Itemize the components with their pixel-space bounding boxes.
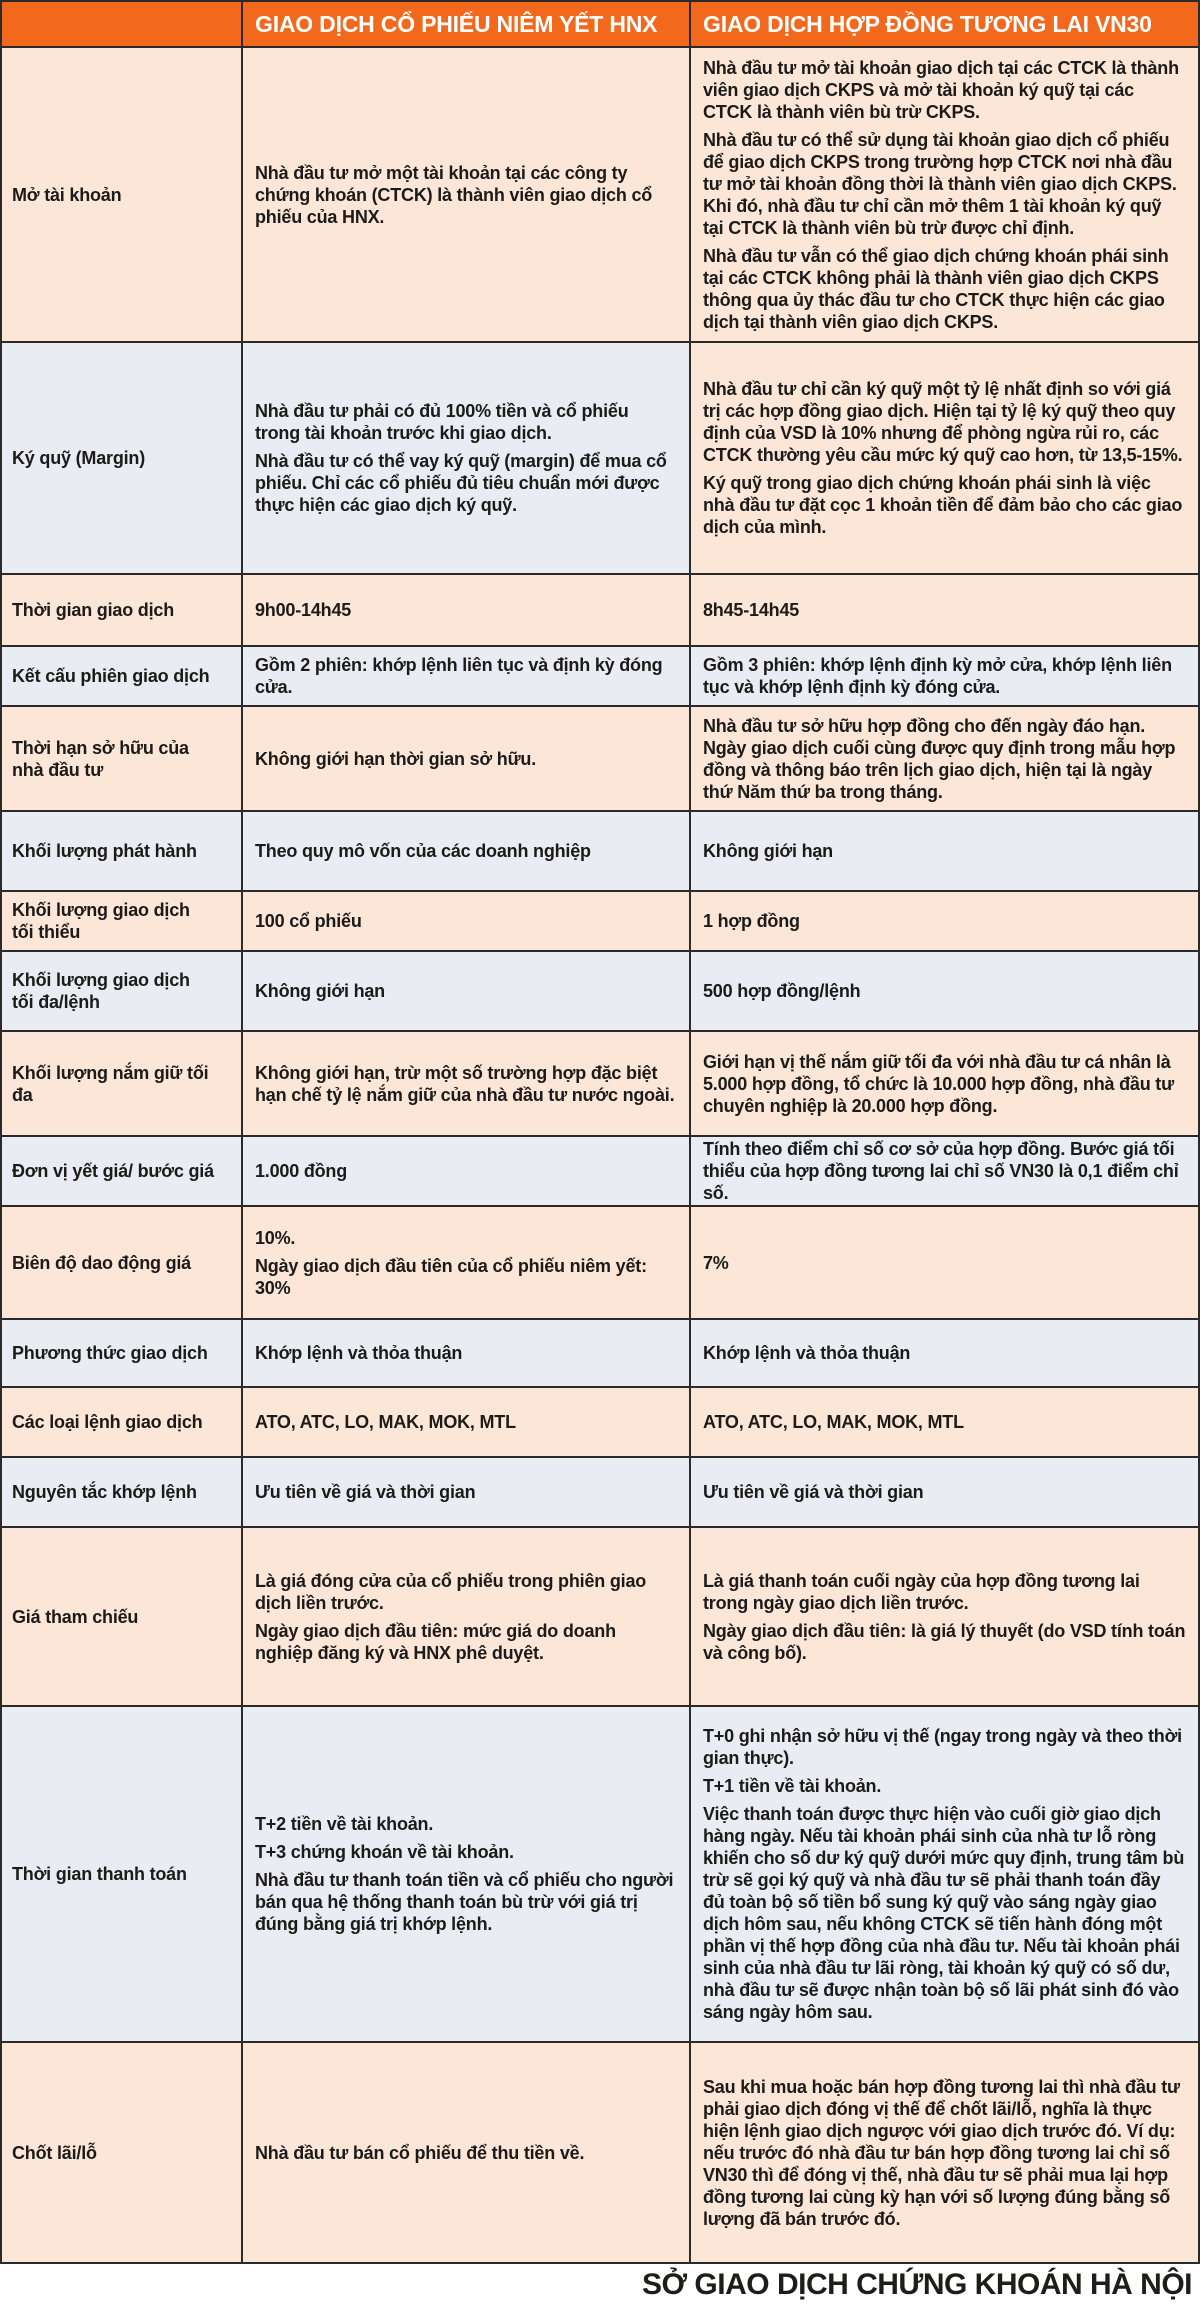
futures-cell [691,1207,1198,1320]
cell-paragraph: Nhà đầu tư chỉ cần ký quỹ một tỷ lệ nhất định so với giá trị các hợp đồng giao dịch. Hiện tại tỷ lệ ký quỹ theo quy định của VSD là 10% nhưng để phòng ngừa rủi ro, các CTCK thường yêu cầu mức ký quỹ cao hơn, từ 13,5-15%. [703,379,1183,465]
row-label-cell [2,343,243,575]
exchange-name-text: SỞ GIAO DỊCH CHỨNG KHOÁN HÀ NỘI [642,2268,1192,2301]
cell-paragraph: Nhà đầu tư phải có đủ 100% tiền và cổ phiếu trong tài khoản trước khi giao dịch. [255,401,629,443]
row-label-cell [2,1707,243,2043]
futures-cell [691,1458,1198,1528]
cell-paragraph: 1 hợp đồng [703,911,800,931]
futures-column-title: GIAO DỊCH HỢP ĐỒNG TƯƠNG LAI VN30 [703,10,1152,37]
row-label-cell [2,575,243,647]
stock-cell [243,48,691,343]
cell-paragraph: 9h00-14h45 [255,600,352,620]
cell-paragraph: 500 hợp đồng/lệnh [703,981,861,1001]
stock-cell [243,1137,691,1207]
cell-paragraph: Gồm 2 phiên: khớp lệnh liên tục và định kỳ đóng cửa. [255,655,663,697]
cell-paragraph: Ngày giao dịch đầu tiên: là giá lý thuyết (do VSD tính toán và công bố). [703,1620,1186,1663]
cell-paragraph: Khớp lệnh và thỏa thuận [703,1343,911,1363]
cell-paragraph: Ưu tiên về giá và thời gian [255,1482,476,1502]
cell-paragraph: Ký quỹ trong giao dịch chứng khoán phái sinh là việc nhà đầu tư đặt cọc 1 khoản tiền để đảm bảo cho các giao dịch của mình. [703,473,1183,537]
futures-cell [691,1320,1198,1388]
row-label-cell [2,707,243,812]
futures-cell [691,1137,1198,1207]
cell-paragraph: Giới hạn vị thế nắm giữ tối đa với nhà đầu tư cá nhân là 5.000 hợp đồng, tổ chức là 10.000 hợp đồng, nhà đầu tư chuyên nghiệp là 20.000 hợp đồng. [703,1051,1174,1116]
futures-cell [691,1528,1198,1707]
footer [0,2264,1200,2312]
header-stock-column [243,2,691,48]
stock-cell [243,1458,691,1528]
row-label: Khối lượng nắm giữ tối đa [12,1062,209,1105]
cell-paragraph: 7% [703,1252,729,1273]
stock-cell [243,1207,691,1320]
cell-paragraph: Là giá đóng cửa của cổ phiếu trong phiên giao dịch liền trước. [255,1570,647,1613]
row-label: Thời gian thanh toán [12,1864,187,1884]
row-label-cell [2,892,243,952]
stock-cell [243,343,691,575]
row-label: Giá tham chiếu [12,1606,139,1627]
stock-column-title: GIAO DỊCH CỔ PHIẾU NIÊM YẾT HNX [255,10,658,37]
row-label: Thời hạn sở hữu của nhà đầu tư [12,737,189,780]
cell-paragraph: Ưu tiên về giá và thời gian [703,1482,924,1502]
cell-paragraph: Ngày giao dịch đầu tiên: mức giá do doanh nghiệp đăng ký và HNX phê duyệt. [255,1620,616,1663]
cell-paragraph: T+0 ghi nhận sở hữu vị thế (ngay trong ngày và theo thời gian thực). [703,1726,1182,1768]
stock-cell [243,1707,691,2043]
header-futures-column [691,2,1198,48]
cell-paragraph: 8h45-14h45 [703,600,800,620]
cell-paragraph: Nhà đầu tư sở hữu hợp đồng cho đến ngày đáo hạn. Ngày giao dịch cuối cùng được quy định trong mẫu hợp đồng và thông báo trên lịch giao dịch, hiện tại là ngày thứ Năm thứ ba trong tháng. [703,715,1176,802]
row-label-cell [2,1388,243,1458]
cell-paragraph: Không giới hạn [703,841,833,861]
stock-cell [243,1032,691,1137]
stock-cell [243,1320,691,1388]
row-label-cell [2,48,243,343]
row-label: Phương thức giao dịch [12,1343,208,1363]
stock-cell [243,647,691,707]
futures-cell [691,812,1198,892]
cell-paragraph: Gồm 3 phiên: khớp lệnh định kỳ mở cửa, khớp lệnh liên tục và khớp lệnh định kỳ đóng cửa. [703,655,1172,697]
cell-paragraph: 1.000 đồng [255,1161,348,1181]
cell-paragraph: Nhà đầu tư thanh toán tiền và cổ phiếu cho người bán qua hệ thống thanh toán bù trừ với giá trị đúng bằng giá trị khớp lệnh. [255,1870,674,1934]
futures-cell [691,575,1198,647]
cell-paragraph: T+3 chứng khoán về tài khoản. [255,1842,514,1862]
cell-paragraph: Tính theo điểm chỉ số cơ sở của hợp đồng. Bước giá tối thiểu của hợp đồng tương lai chỉ số VN30 là 0,1 điểm chỉ số. [703,1139,1179,1203]
row-label-cell [2,1207,243,1320]
cell-paragraph: Nhà đầu tư bán cổ phiếu để thu tiền về. [255,2142,585,2163]
futures-cell [691,952,1198,1032]
row-label: Khối lượng giao dịch tối thiểu [12,900,190,942]
row-label: Chốt lãi/lỗ [12,2142,97,2163]
futures-cell [691,647,1198,707]
cell-paragraph: Nhà đầu tư có thể vay ký quỹ (margin) để mua cổ phiếu. Chỉ các cổ phiếu đủ tiêu chuẩn mới được thực hiện các giao dịch ký quỹ. [255,451,667,515]
cell-paragraph: Việc thanh toán được thực hiện vào cuối giờ giao dịch hàng ngày. Nếu tài khoản phái sinh của nhà tư lỗ ròng khiến cho số dư ký quỹ dưới mức quy định, trung tâm bù trừ sẽ gọi ký quỹ và nhà đầu tư sẽ phải thanh toán đầy đủ toàn bộ số tiền bổ sung ký quỹ vào sáng ngày giao dịch hôm sau, nếu không CTCK sẽ tiến hành đóng một phần vị thế hợp đồng của nhà đầu tư. Nếu tài khoản phái sinh của nhà đầu tư lãi ròng, tài khoản ký quỹ có số dư, nhà đầu tư sẽ được nhận toàn bộ số lãi phát sinh đó vào sáng ngày hôm sau. [703,1804,1185,2022]
row-label-cell [2,2043,243,2262]
cell-paragraph: T+2 tiền về tài khoản. [255,1814,434,1834]
stock-cell [243,1388,691,1458]
cell-paragraph: ATO, ATC, LO, MAK, MOK, MTL [703,1412,964,1432]
stock-cell [243,2043,691,2262]
cell-paragraph: Nhà đầu tư mở tài khoản giao dịch tại các CTCK là thành viên giao dịch CKPS và mở tài khoản ký quỹ tại các CTCK là thành viên bù trừ CKPS. [703,57,1179,122]
stock-cell [243,812,691,892]
cell-paragraph: Theo quy mô vốn của các doanh nghiệp [255,841,591,861]
cell-paragraph: T+1 tiền về tài khoản. [703,1776,882,1796]
cell-paragraph: Khớp lệnh và thỏa thuận [255,1343,463,1363]
stock-cell [243,1528,691,1707]
row-label: Nguyên tắc khớp lệnh [12,1482,197,1502]
stock-cell [243,575,691,647]
cell-paragraph: Sau khi mua hoặc bán hợp đồng tương lai thì nhà đầu tư phải giao dịch đóng vị thế để chốt lãi/lỗ, nghĩa là thực hiện lệnh giao dịch ngược với giao dịch trước đó. Ví dụ: nếu trước đó nhà đầu tư bán hợp đồng tương lai chỉ số VN30 thì để đóng vị thế, nhà đầu tư sẽ phải mua lại hợp đồng tương lai cùng kỳ hạn với số lượng đúng bằng số lượng đã bán trước đó. [703,2076,1180,2229]
stock-cell [243,707,691,812]
row-label-cell [2,1528,243,1707]
row-label: Khối lượng phát hành [12,841,197,861]
row-label-cell [2,1137,243,1207]
row-label: Mở tài khoản [12,184,122,205]
cell-paragraph: Không giới hạn [255,981,385,1001]
row-label: Ký quỹ (Margin) [12,448,146,468]
row-label-cell [2,1320,243,1388]
row-label-cell [2,952,243,1032]
futures-cell [691,48,1198,343]
header-corner-cell [2,2,243,48]
row-label: Thời gian giao dịch [12,600,174,620]
stock-cell [243,952,691,1032]
futures-cell [691,1032,1198,1137]
row-label-cell [2,1458,243,1528]
cell-paragraph: 10%. [255,1227,296,1248]
cell-paragraph: Nhà đầu tư có thể sử dụng tài khoản giao dịch cổ phiếu để giao dịch CKPS trong trường hợp CTCK nơi nhà đầu tư mở tài khoản đồng thời là thành viên giao dịch CKPS. Khi đó, nhà đầu tư chỉ cần mở thêm 1 tài khoản ký quỹ tại CTCK là thành viên bù trừ được chỉ định. [703,129,1177,238]
futures-cell [691,892,1198,952]
row-label: Biên độ dao động giá [12,1252,191,1273]
stock-cell [243,892,691,952]
row-label: Đơn vị yết giá/ bước giá [12,1161,214,1181]
cell-paragraph: 100 cổ phiếu [255,911,362,931]
cell-paragraph: Nhà đầu tư mở một tài khoản tại các công ty chứng khoán (CTCK) là thành viên giao dịch cổ phiếu của HNX. [255,162,653,227]
futures-cell [691,707,1198,812]
cell-paragraph: Không giới hạn, trừ một số trường hợp đặc biệt hạn chế tỷ lệ nắm giữ của nhà đầu tư nước ngoài. [255,1062,675,1105]
futures-cell [691,343,1198,575]
cell-paragraph: Là giá thanh toán cuối ngày của hợp đồng tương lai trong ngày giao dịch liền trước. [703,1570,1140,1613]
row-label: Khối lượng giao dịch tối đa/lệnh [12,970,190,1012]
futures-cell [691,2043,1198,2262]
row-label-cell [2,1032,243,1137]
cell-paragraph: Không giới hạn thời gian sở hữu. [255,748,537,769]
row-label-cell [2,812,243,892]
row-label: Kết cấu phiên giao dịch [12,666,210,686]
row-label: Các loại lệnh giao dịch [12,1412,203,1432]
cell-paragraph: Nhà đầu tư vẫn có thể giao dịch chứng khoán phái sinh tại các CTCK không phải là thành viên giao dịch CKPS thông qua ủy thác đầu tư cho CTCK thực hiện các giao dịch tại thành viên giao dịch CKPS. [703,245,1169,332]
futures-cell [691,1388,1198,1458]
cell-paragraph: Ngày giao dịch đầu tiên của cổ phiếu niêm yết: 30% [255,1255,647,1298]
futures-cell [691,1707,1198,2043]
row-label-cell [2,647,243,707]
cell-paragraph: ATO, ATC, LO, MAK, MOK, MTL [255,1412,516,1432]
